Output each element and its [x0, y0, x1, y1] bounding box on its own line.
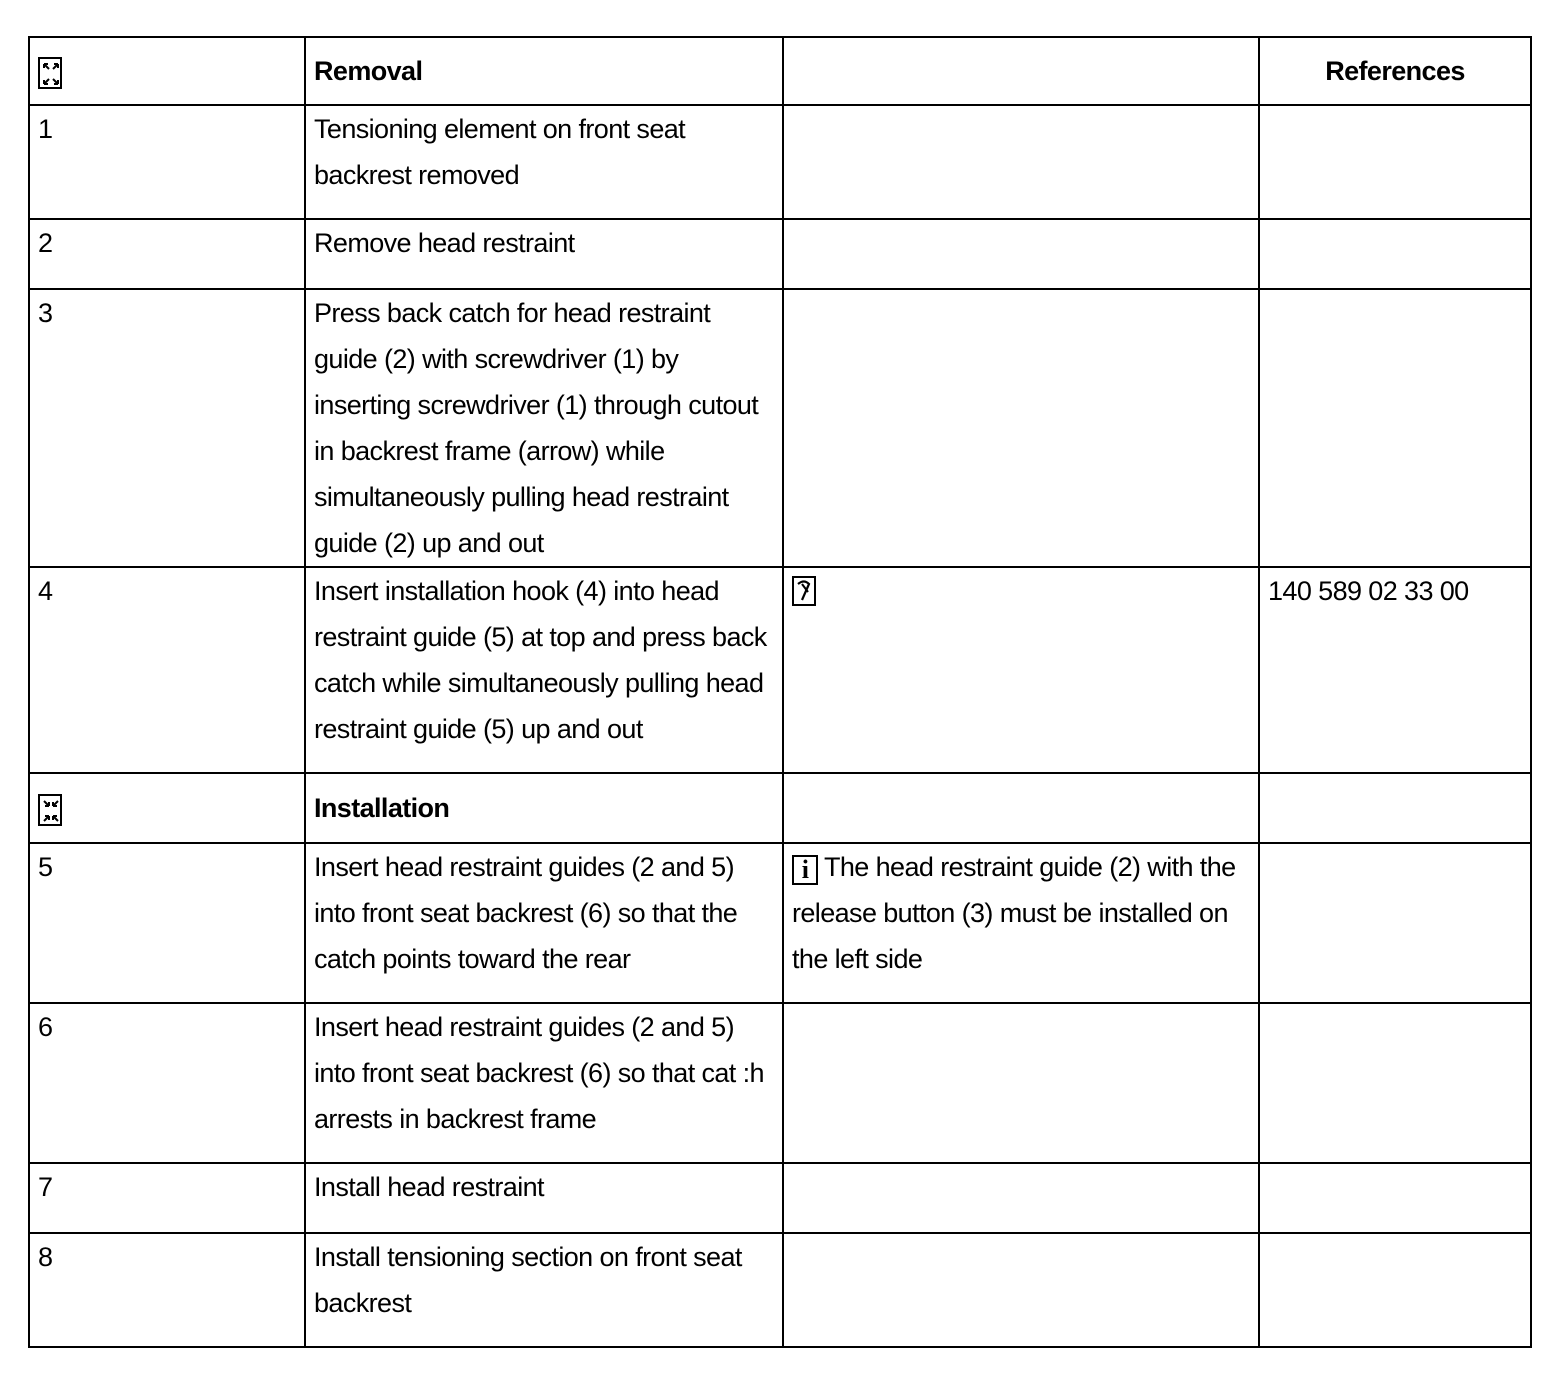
step-reference — [1259, 105, 1531, 219]
step-reference — [1259, 289, 1531, 567]
step-text: Insert head restraint guides (2 and 5) into front seat backrest (6) so that the catch points toward the rear — [305, 843, 783, 1003]
step-reference — [1259, 843, 1531, 1003]
step-note — [783, 567, 1259, 773]
step-number: 4 — [29, 567, 305, 773]
step-note — [783, 1163, 1259, 1233]
step-note — [783, 1003, 1259, 1163]
removal-icon-cell — [29, 37, 305, 105]
references-header: References — [1259, 37, 1531, 105]
installation-note: The head restraint guide (2) with the release button (3) must be installed on the left side — [792, 852, 1236, 974]
step-text: Remove head restraint — [305, 219, 783, 289]
step-row — [29, 105, 1531, 219]
step-text: Press back catch for head restraint guide (2) with screwdriver (1) by inserting screwdriver (1) through cutout in backrest frame (arrow) while simultaneously pulling head restraint guide (2) up and out — [305, 289, 783, 567]
installation-header-row — [29, 773, 1531, 843]
step-number: 7 — [29, 1163, 305, 1233]
procedure-sheet — [28, 36, 1530, 1348]
step-note — [783, 289, 1259, 567]
procedure-table — [28, 36, 1532, 1348]
step-note — [783, 843, 1259, 1003]
step-text: Insert head restraint guides (2 and 5) into front seat backrest (6) so that cat :h arrests in backrest frame — [305, 1003, 783, 1163]
step-number: 8 — [29, 1233, 305, 1347]
special-tool-icon — [792, 576, 816, 606]
removal-title: Removal — [305, 37, 783, 105]
step-text: Insert installation hook (4) into head restraint guide (5) at top and press back catch while simultaneously pulling head restraint guide (5) up and out — [305, 567, 783, 773]
step-text: Install tensioning section on front seat backrest — [305, 1233, 783, 1347]
removal-header-row — [29, 37, 1531, 105]
step-note — [783, 1233, 1259, 1347]
step-number: 3 — [29, 289, 305, 567]
step-row — [29, 1003, 1531, 1163]
step-reference — [1259, 1233, 1531, 1347]
collapse-arrows-icon — [38, 794, 62, 826]
installation-empty-cell — [783, 773, 1259, 843]
step-note — [783, 105, 1259, 219]
step-number: 1 — [29, 105, 305, 219]
installation-title: Installation — [305, 773, 783, 843]
step-reference — [1259, 1163, 1531, 1233]
step-text: Install head restraint — [305, 1163, 783, 1233]
installation-empty-cell — [1259, 773, 1531, 843]
installation-icon-cell — [29, 773, 305, 843]
step-reference — [1259, 219, 1531, 289]
step-number: 6 — [29, 1003, 305, 1163]
step-number: 2 — [29, 219, 305, 289]
step-row — [29, 219, 1531, 289]
header-empty-cell — [783, 37, 1259, 105]
step-text: Tensioning element on front seat backrest removed — [305, 105, 783, 219]
step-row — [29, 1233, 1531, 1347]
expand-arrows-icon — [38, 57, 62, 89]
step-row — [29, 843, 1531, 1003]
step-row — [29, 1163, 1531, 1233]
info-icon: i — [792, 855, 818, 885]
step-reference: 140 589 02 33 00 — [1259, 567, 1531, 773]
step-note — [783, 219, 1259, 289]
step-row — [29, 289, 1531, 567]
step-reference — [1259, 1003, 1531, 1163]
step-row — [29, 567, 1531, 773]
step-number: 5 — [29, 843, 305, 1003]
